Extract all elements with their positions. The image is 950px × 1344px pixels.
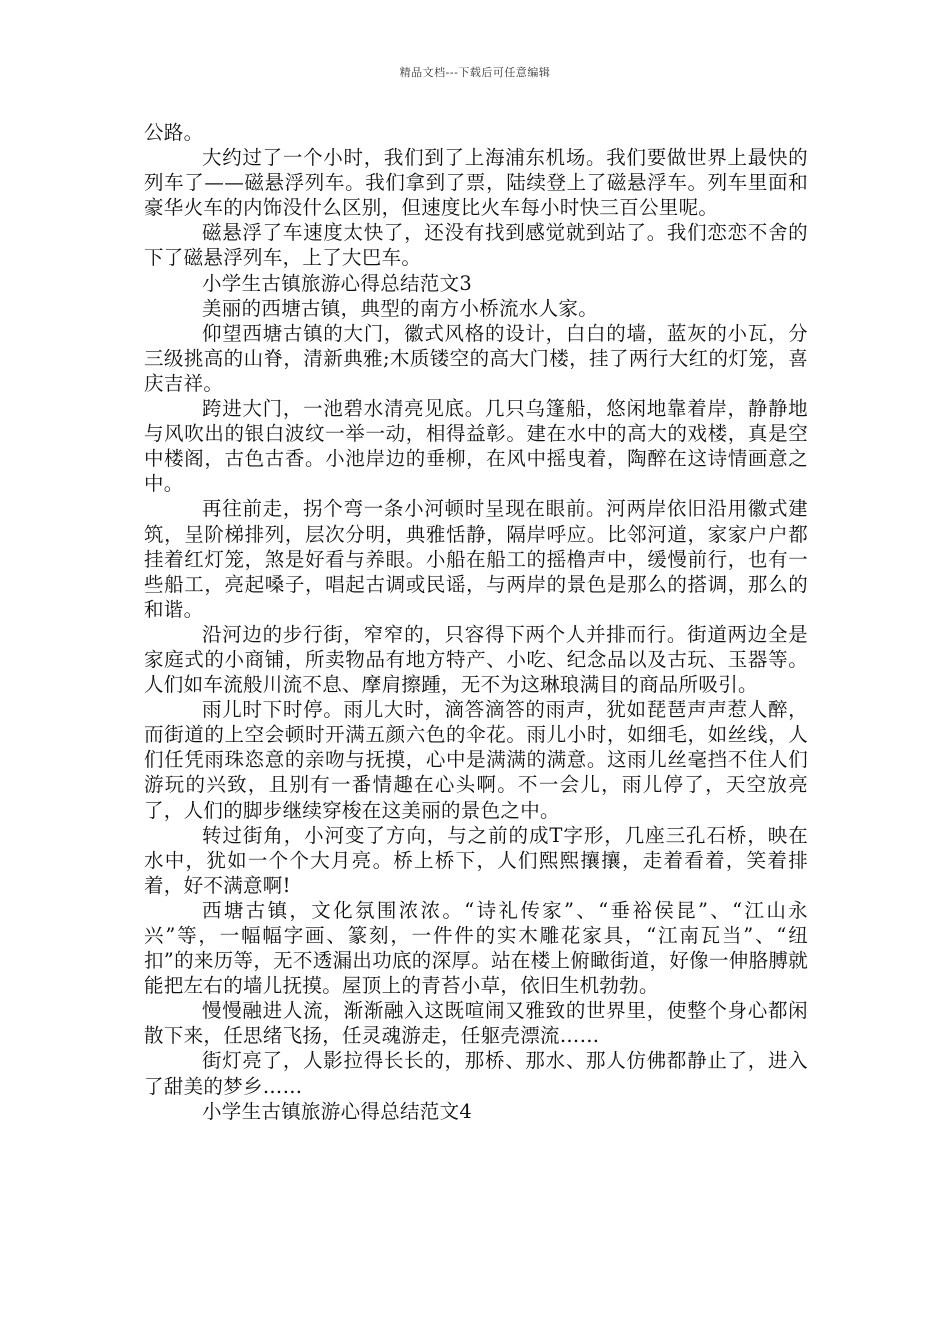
document-body: [144, 120, 808, 1124]
paragraph: 磁悬浮了车速度太快了，还没有找到感觉就到站了。我们恋恋不舍的下了磁悬浮列车，上了大巴车。: [144, 221, 808, 270]
page-header: 精品文档---下载后可任意编辑: [399, 66, 551, 79]
paragraph: 公路。: [144, 121, 204, 144]
paragraph: 仰望西塘古镇的大门，徽式风格的设计，白白的墙，蓝灰的小瓦，分三级挑高的山脊，清新典雅;木质镂空的高大门楼，挂了两行大红的灯笼，喜庆吉祥。: [144, 321, 808, 395]
section-heading: 小学生古镇旅游心得总结范文3: [202, 271, 473, 295]
paragraph: 慢慢融进人流，渐渐融入这既喧闹又雅致的世界里，使整个身心都闲散下来，任思绪飞扬，任灵魂游走，任躯壳漂流……: [144, 999, 808, 1048]
paragraph: 街灯亮了，人影拉得长长的，那桥、那水、那人仿佛都静止了，进入了甜美的梦乡……: [144, 1049, 808, 1098]
paragraph: 西塘古镇，文化氛围浓浓。“诗礼传家”、“垂裕侯昆”、“江山永兴”等，一幅幅字画、篆刻，一件件的实木雕花家具，“江南瓦当”、“纽扣”的来历等，无不透漏出功底的深厚。站在楼上俯瞰街道，好像一伸胳膊就能把左右的墙儿抚摸。屋顶上的青苔小草，依旧生机勃勃。: [144, 898, 808, 998]
paragraph: 转过街角，小河变了方向，与之前的成T字形，几座三孔石桥，映在水中，犹如一个个大月亮。桥上桥下，人们熙熙攘攘，走着看着，笑着排着，好不满意啊!: [144, 823, 808, 897]
paragraph: 沿河边的步行街，窄窄的，只容得下两个人并排而行。街道两边全是家庭式的小商铺，所卖物品有地方特产、小吃、纪念品以及古玩、玉器等。人们如车流般川流不息、摩肩擦踵，无不为这琳琅满目的商品所吸引。: [144, 622, 808, 697]
section-heading: 小学生古镇旅游心得总结范文4: [202, 1099, 473, 1123]
paragraph: 大约过了一个小时，我们到了上海浦东机场。我们要做世界上最快的列车了——磁悬浮列车。我们拿到了票，陆续登上了磁悬浮车。列车里面和豪华火车的内饰没什么区别，但速度比火车每小时快三百公里呢。: [144, 146, 808, 220]
paragraph: 跨进大门，一池碧水清亮见底。几只乌篷船，悠闲地靠着岸，静静地与风吹出的银白波纹一举一动，相得益彰。建在水中的高大的戏楼，真是空中楼阁，古色古香。小池岸边的垂柳，在风中摇曳着，陶醉在这诗情画意之中。: [144, 397, 808, 496]
paragraph: 再往前走，拐个弯一条小河顿时呈现在眼前。河两岸依旧沿用徽式建筑，呈阶梯排列，层次分明，典雅恬静，隔岸呼应。比邻河道，家家户户都挂着红灯笼，煞是好看与养眼。小船在船工的摇橹声中，缓慢前行，也有一些船工，亮起嗓子，唱起古调或民谣，与两岸的景色是那么的搭调，那么的和谐。: [144, 497, 808, 621]
paragraph: 雨儿时下时停。雨儿大时，滴答滴答的雨声，犹如琵琶声声惹人醉，而街道的上空会顿时开满五颜六色的伞花。雨儿小时，如细毛，如丝线，人们任凭雨珠恣意的亲吻与抚摸，心中是满满的满意。这雨儿丝毫挡不住人们游玩的兴致，且别有一番情趣在心头啊。不一会儿，雨儿停了，天空放亮了，人们的脚步继续穿梭在这美丽的景色之中。: [144, 698, 808, 822]
paragraph: 美丽的西塘古镇，典型的南方小桥流水人家。: [202, 296, 599, 320]
